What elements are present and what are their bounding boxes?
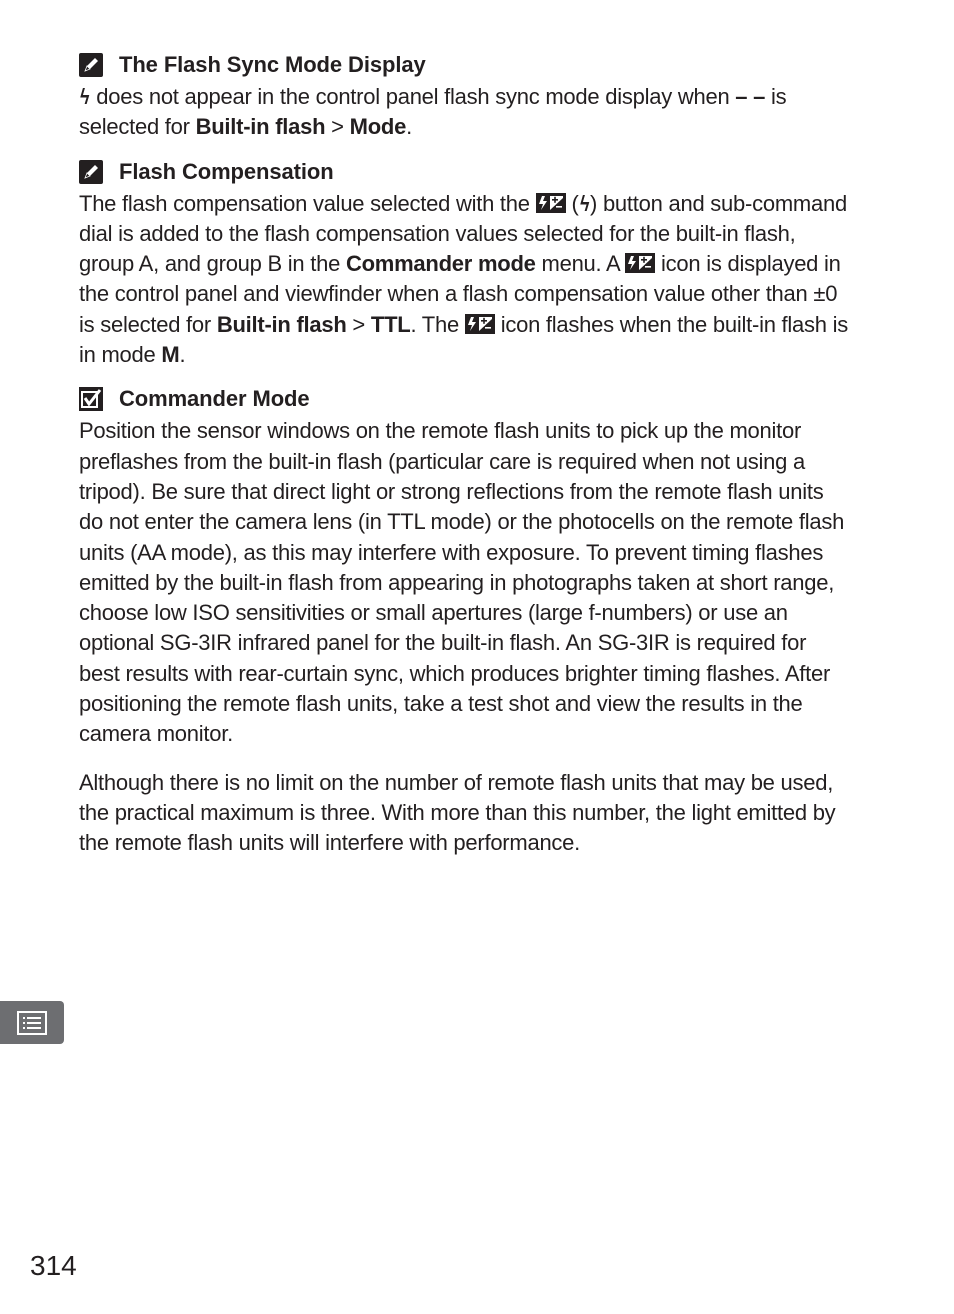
page-number: 314 xyxy=(30,1250,77,1281)
menu-list-icon xyxy=(17,1011,47,1035)
caution-commander-mode xyxy=(79,382,851,858)
section-title: The Flash Sync Mode Display xyxy=(119,52,426,77)
page-content xyxy=(79,48,851,871)
flash-icon: ϟ xyxy=(579,190,589,216)
section-heading xyxy=(79,155,851,189)
flash-compensation-icon xyxy=(625,253,655,273)
body-text: icon flashes when the built-in flash is in mode xyxy=(79,311,849,368)
section-title: Flash Compensation xyxy=(119,158,334,184)
body-text: . xyxy=(406,114,412,140)
section-heading xyxy=(79,382,851,416)
flash-compensation-icon xyxy=(536,193,566,213)
section-body: Position the sensor windows on the remote flash units to pick up the monitor preflashes from the built-in flash (particular care is required when not using a tripod). Be sure that direct light or strong reflections from the remote flash units do not enter the camera lens (in TTL mode) or the photocells on the remote flash units (AA mode), as this may interfere with exposure. To prevent timing flashes emitted by the built-in flash from appearing in photographs taken at short range, choose low ISO sensitivities or small apertures (large f-numbers) or use an optional SG-3IR infrared panel for the built-in flash. An SG-3IR is required for best results with rear-curtain sync, which produces brighter timing flashes. After positioning the remote flash units, take a test shot and view the results in the camera monitor. xyxy=(79,418,845,747)
section-body xyxy=(79,82,851,143)
pencil-note-icon xyxy=(79,53,103,77)
body-text: ( xyxy=(565,190,579,216)
mode-m: M xyxy=(161,342,180,368)
menu-item-built-in-flash: Built-in flash xyxy=(216,311,347,337)
section-heading xyxy=(79,48,851,82)
body-text: ) button and sub-command dial is added to the flash compensation values selected for the built-in flash, group A, and group B in the xyxy=(79,190,847,277)
body-text: icon is displayed in the control panel and viewfinder when a flash compensation value other than ±0 is selected for xyxy=(79,251,841,337)
pencil-note-icon xyxy=(79,160,103,184)
menu-separator: > xyxy=(346,311,371,337)
body-text: . The xyxy=(410,311,465,337)
body-text: menu. A xyxy=(535,251,626,277)
body-text: The flash compensation value selected with the xyxy=(79,190,536,216)
body-text: . xyxy=(179,342,186,368)
menu-guide-tab xyxy=(0,1001,64,1044)
section-title: Commander Mode xyxy=(119,386,310,412)
menu-item-commander-mode: Commander mode xyxy=(345,251,536,277)
section-body: Although there is no limit on the number of remote flash units that may be used, the practical maximum is three. With more than this number, the light emitted by the remote flash units will interfere with performance. xyxy=(79,769,836,856)
menu-item-ttl: TTL xyxy=(370,311,411,337)
dashes-setting: – – xyxy=(735,84,766,109)
flash-compensation-icon xyxy=(465,314,495,334)
note-flash-compensation xyxy=(79,155,851,371)
section-body xyxy=(79,189,851,371)
checkmark-caution-icon xyxy=(79,387,103,411)
body-text: is selected for xyxy=(79,84,787,140)
menu-item-built-in-flash: Built-in flash xyxy=(195,114,326,140)
menu-item-mode: Mode xyxy=(349,114,407,140)
menu-separator: > xyxy=(325,114,350,140)
body-text: does not appear in the control panel flash sync mode display when xyxy=(90,84,736,109)
flash-icon: ϟ xyxy=(80,84,90,109)
note-flash-sync-mode-display xyxy=(79,48,851,143)
